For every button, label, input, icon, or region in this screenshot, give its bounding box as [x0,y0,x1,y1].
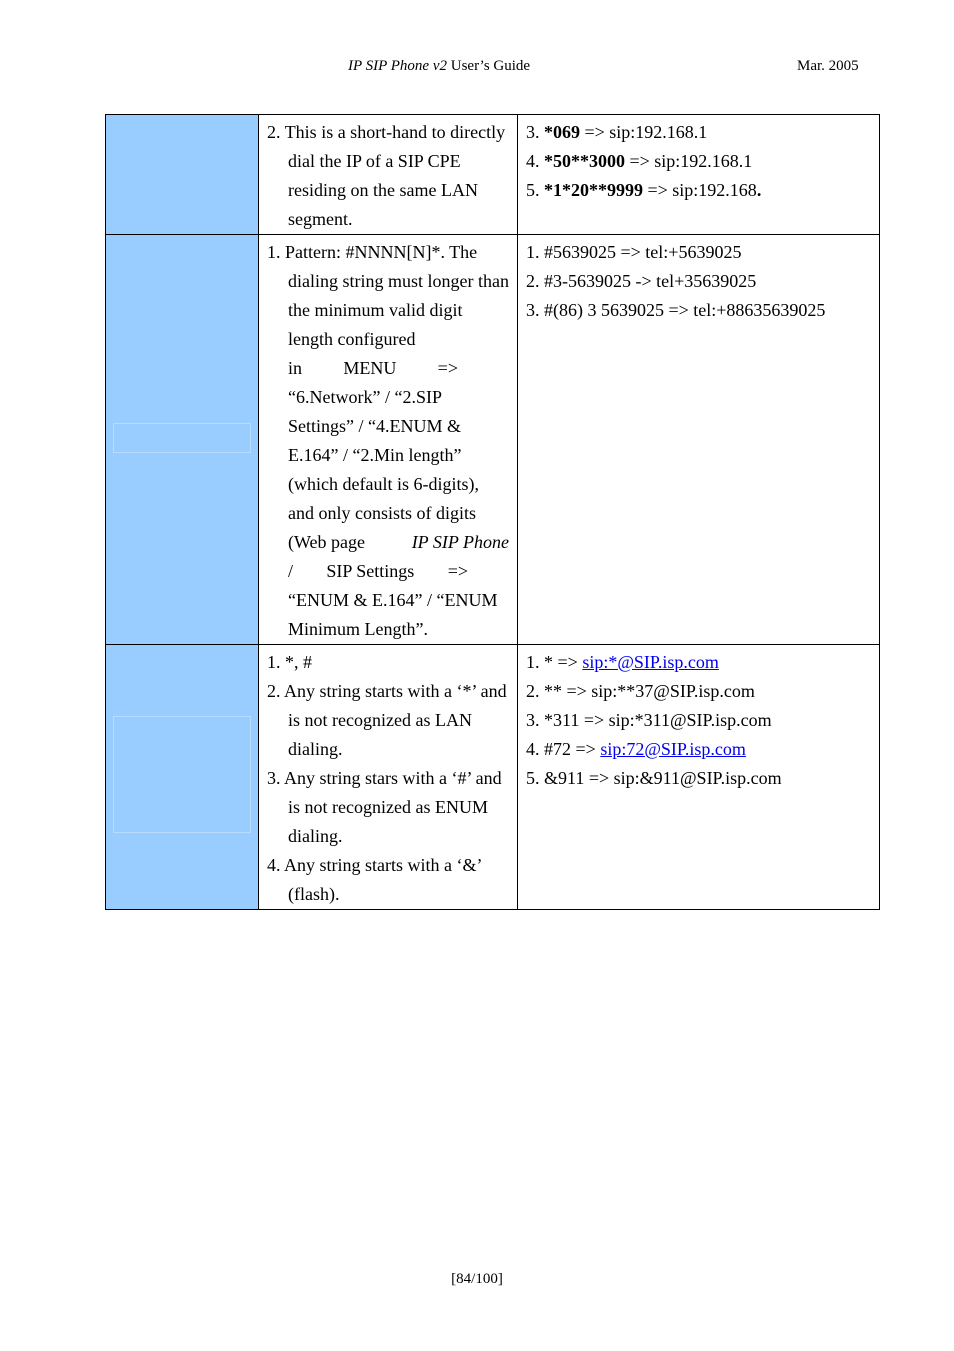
table-row [106,115,880,235]
faint-box [113,423,251,453]
product-name: IP SIP Phone v2 [348,58,448,74]
example-item: 2. #3-5639025 -> tel+35639025 [526,271,757,291]
rule-name-cell [106,235,259,645]
list-item: 4. Any string starts with a ‘&’ (flash). [267,855,482,904]
table-row [106,645,880,910]
list-item: 2. Any string starts with a ‘*’ and is not recognized as LAN dialing. [267,681,507,759]
example-item: 3. *069 => sip:192.168.1 [526,122,708,142]
list-item: 1. Pattern: #NNNN[N]*. The dialing string must longer than the minimum valid digit length configured in MENU => “6.Network” / “2.SIP Settings” / “4.ENUM & E.164” / “2.Min length” (which default is 6-digits), and only consists of digits (Web page IP SIP Phone / SIP Settings => “ENUM & E.164” / “ENUM Minimum Length”. [267,242,509,639]
rule-examples-cell [518,235,880,645]
list-item: 3. Any string stars with a ‘#’ and is not recognized as ENUM dialing. [267,768,502,846]
example-item: 3. *311 => sip:*311@SIP.isp.com [526,710,772,730]
sip-link[interactable]: sip:72@SIP.isp.com [600,739,746,759]
rule-name-cell [106,115,259,235]
rule-description-cell [259,115,518,235]
faint-box [113,716,251,833]
dial-rules-table [105,114,880,910]
example-item: 3. #(86) 3 5639025 => tel:+88635639025 [526,300,826,320]
list-item: 2. This is a short-hand to directly dial the IP of a SIP CPE residing on the same LAN segment. [267,122,506,229]
example-item: 1. #5639025 => tel:+5639025 [526,242,742,262]
sip-link[interactable]: sip:*@SIP.isp.com [582,652,719,672]
document-date: Mar. 2005 [797,58,859,74]
rule-name-cell [106,645,259,910]
example-item: 1. * => sip:*@SIP.isp.com [526,652,719,672]
rule-description-cell [259,645,518,910]
rule-examples-cell [518,115,880,235]
example-item: 2. ** => sip:**37@SIP.isp.com [526,681,755,701]
table-row [106,235,880,645]
example-item: 5. *1*20**9999 => sip:192.168. [526,180,762,200]
example-item: 4. *50**3000 => sip:192.168.1 [526,151,753,171]
rule-examples-cell [518,645,880,910]
document-title [348,58,530,75]
guide-label: User’s Guide [447,58,531,74]
rule-description-cell [259,235,518,645]
list-item: 1. *, # [267,652,312,672]
example-item: 5. &911 => sip:&911@SIP.isp.com [526,768,782,788]
page-number: [84/100] [451,1271,503,1287]
example-item: 4. #72 => sip:72@SIP.isp.com [526,739,746,759]
